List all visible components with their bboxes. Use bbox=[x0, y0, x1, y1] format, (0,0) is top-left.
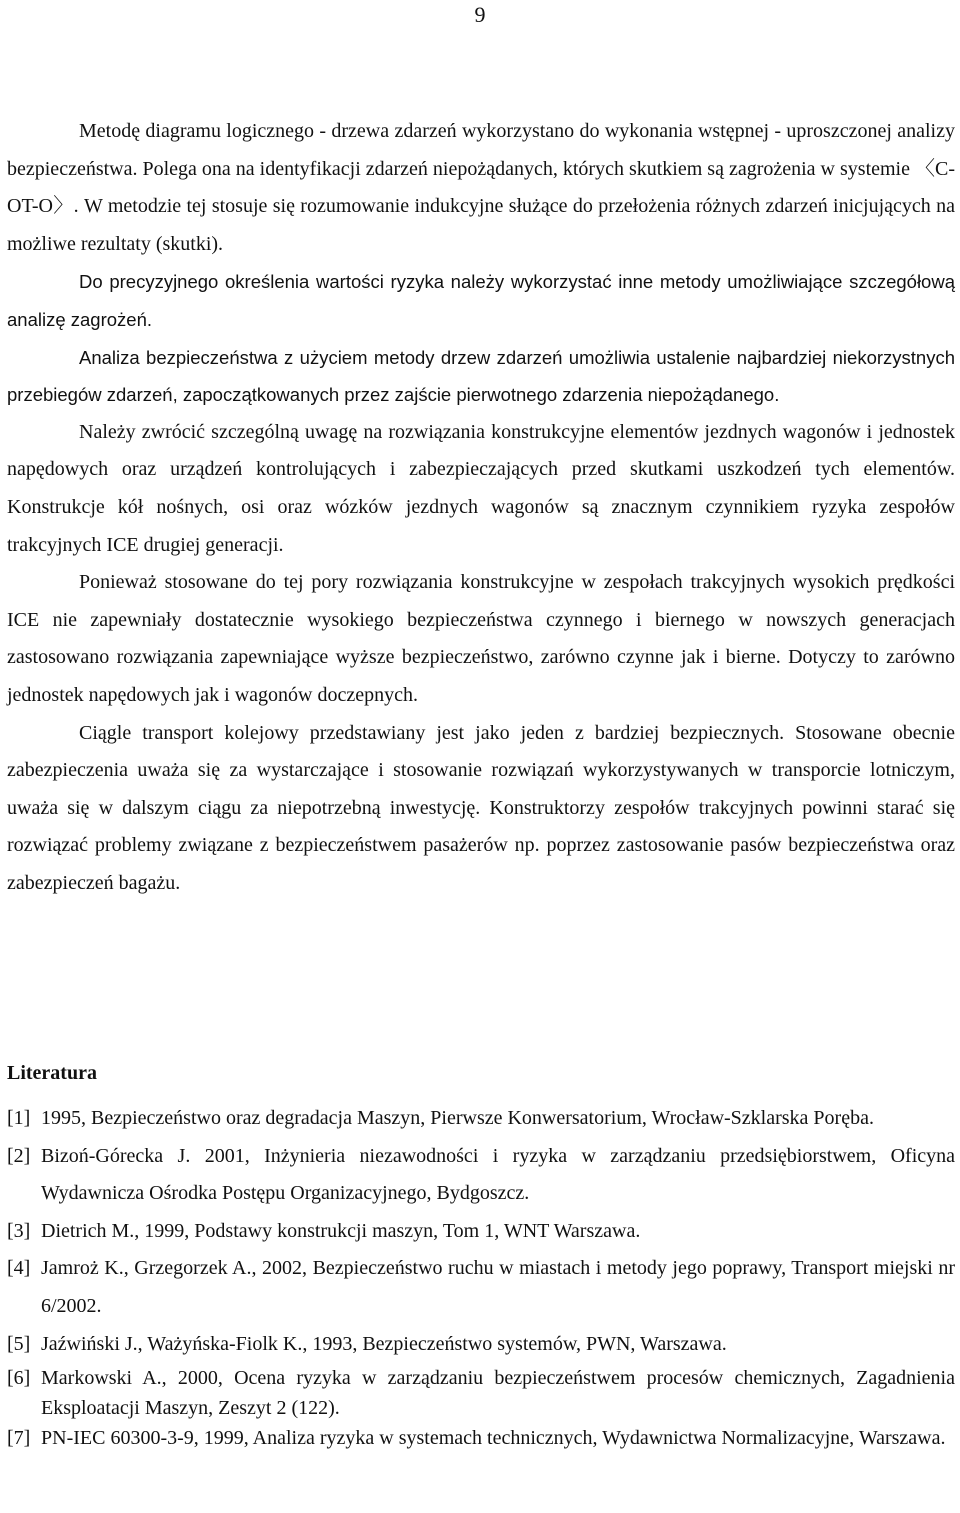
reference-number: [7] bbox=[7, 1427, 31, 1450]
reference-text: 1995, Bezpieczeństwo oraz degradacja Maszyn, Pierwsze Konwersatorium, Wrocław-Szklarska Poręba. bbox=[41, 1107, 874, 1129]
reference-text: Dietrich M., 1999, Podstawy konstrukcji maszyn, Tom 1, WNT Warszawa. bbox=[41, 1219, 641, 1242]
paragraph: Metodę diagramu logicznego - drzewa zdarzeń wykorzystano do wykonania wstępnej - uproszczonej analizy bezpieczeństwa. Polega ona na identyfikacji zdarzeń niepożądanych, których skutkiem są zagrożenia w systemie 〈C-OT-O〉. W metodzie tej stosuje się rozumowanie indukcyjne służące do przełożenia różnych zdarzeń inicjujących na możliwe rezultaty (skutki). bbox=[7, 120, 955, 255]
reference-text: Jamroż K., Grzegorzek A., 2002, Bezpieczeństwo ruchu w miastach i metody jego poprawy, Transport miejski nr 6/2002. bbox=[41, 1257, 955, 1317]
paragraph: Ciągle transport kolejowy przedstawiany jest jako jeden z bardziej bezpiecznych. Stosowane obecnie zabezpieczenia uważa się za wystarczające i stosowanie rozwiązań wykorzystywanych w transporcie lotniczym, uważa się w dalszym ciągu za niepotrzebną inwestycję. Konstruktorzy zespołów trakcyjnych powinni starać się rozwiązać problemy związane z bezpieczeństwem pasażerów np. poprzez zastosowanie pasów bezpieczeństwa oraz zabezpieczeń bagażu. bbox=[7, 721, 955, 894]
reference-number: [2] bbox=[7, 1144, 31, 1167]
reference-item bbox=[7, 1363, 955, 1423]
reference-text: PN-IEC 60300-3-9, 1999, Analiza ryzyka w systemach technicznych, Wydawnictwa Normalizacyjne, Warszawa. bbox=[41, 1427, 946, 1450]
paragraph: Analiza bezpieczeństwa z użyciem metody drzew zdarzeń umożliwia ustalenie najbardziej niekorzystnych przebiegów zdarzeń, zapoczątkowanych przez zajście pierwotnego zdarzenia niepożądanego. bbox=[7, 346, 955, 406]
reference-text: Markowski A., 2000, Ocena ryzyka w zarządzaniu bezpieczeństwem procesów chemicznych, Zagadnienia Eksploatacji Maszyn, Zeszyt 2 (122). bbox=[41, 1367, 955, 1420]
reference-item bbox=[7, 1250, 955, 1325]
page-number: 9 bbox=[474, 2, 486, 27]
reference-item bbox=[7, 1100, 955, 1138]
reference-item bbox=[7, 1326, 955, 1364]
paragraph: Należy zwrócić szczególną uwagę na rozwiązania konstrukcyjne elementów jezdnych wagonów i jednostek napędowych oraz urządzeń kontrolujących i zabezpieczających przed skutkami uszkodzeń tych elementów. Konstrukcje kół nośnych, osi oraz wózków jezdnych wagonów są znacznym czynnikiem ryzyka zespołów trakcyjnych ICE drugiej generacji. bbox=[7, 420, 955, 556]
literature-heading: Literatura bbox=[7, 1062, 97, 1084]
reference-text: Jaźwiński J., Ważyńska-Fiolk K., 1993, Bezpieczeństwo systemów, PWN, Warszawa. bbox=[41, 1332, 727, 1355]
reference-number: [4] bbox=[7, 1257, 31, 1280]
paragraph: Ponieważ stosowane do tej pory rozwiązania konstrukcyjne w zespołach trakcyjnych wysokich prędkości ICE nie zapewniały dostatecznie wysokiego bezpieczeństwa czynnego i biernego w nowszych generacjach zastosowano rozwiązania zapewniające wyższe bezpieczeństwo, zarówno czynne jak i bierne. Dotyczy to zarówno jednostek napędowych jak i wagonów doczepnych. bbox=[7, 571, 955, 706]
paragraph: Do precyzyjnego określenia wartości ryzyka należy wykorzystać inne metody umożliwiające szczegółową analizę zagrożeń. bbox=[7, 271, 955, 330]
body-text bbox=[7, 113, 955, 902]
reference-text: Bizoń-Górecka J. 2001, Inżynieria niezawodności i ryzyka w zarządzaniu przedsiębiorstwem, Oficyna Wydawnicza Ośrodka Postępu Organizacyjnego, Bydgoszcz. bbox=[41, 1144, 955, 1205]
reference-item bbox=[7, 1213, 955, 1251]
reference-number: [5] bbox=[7, 1332, 31, 1355]
reference-item bbox=[7, 1138, 955, 1213]
reference-item bbox=[7, 1423, 955, 1453]
reference-number: [6] bbox=[7, 1367, 31, 1390]
reference-number: [3] bbox=[7, 1219, 31, 1242]
references-list bbox=[7, 1100, 955, 1453]
reference-number: [1] bbox=[7, 1107, 31, 1129]
